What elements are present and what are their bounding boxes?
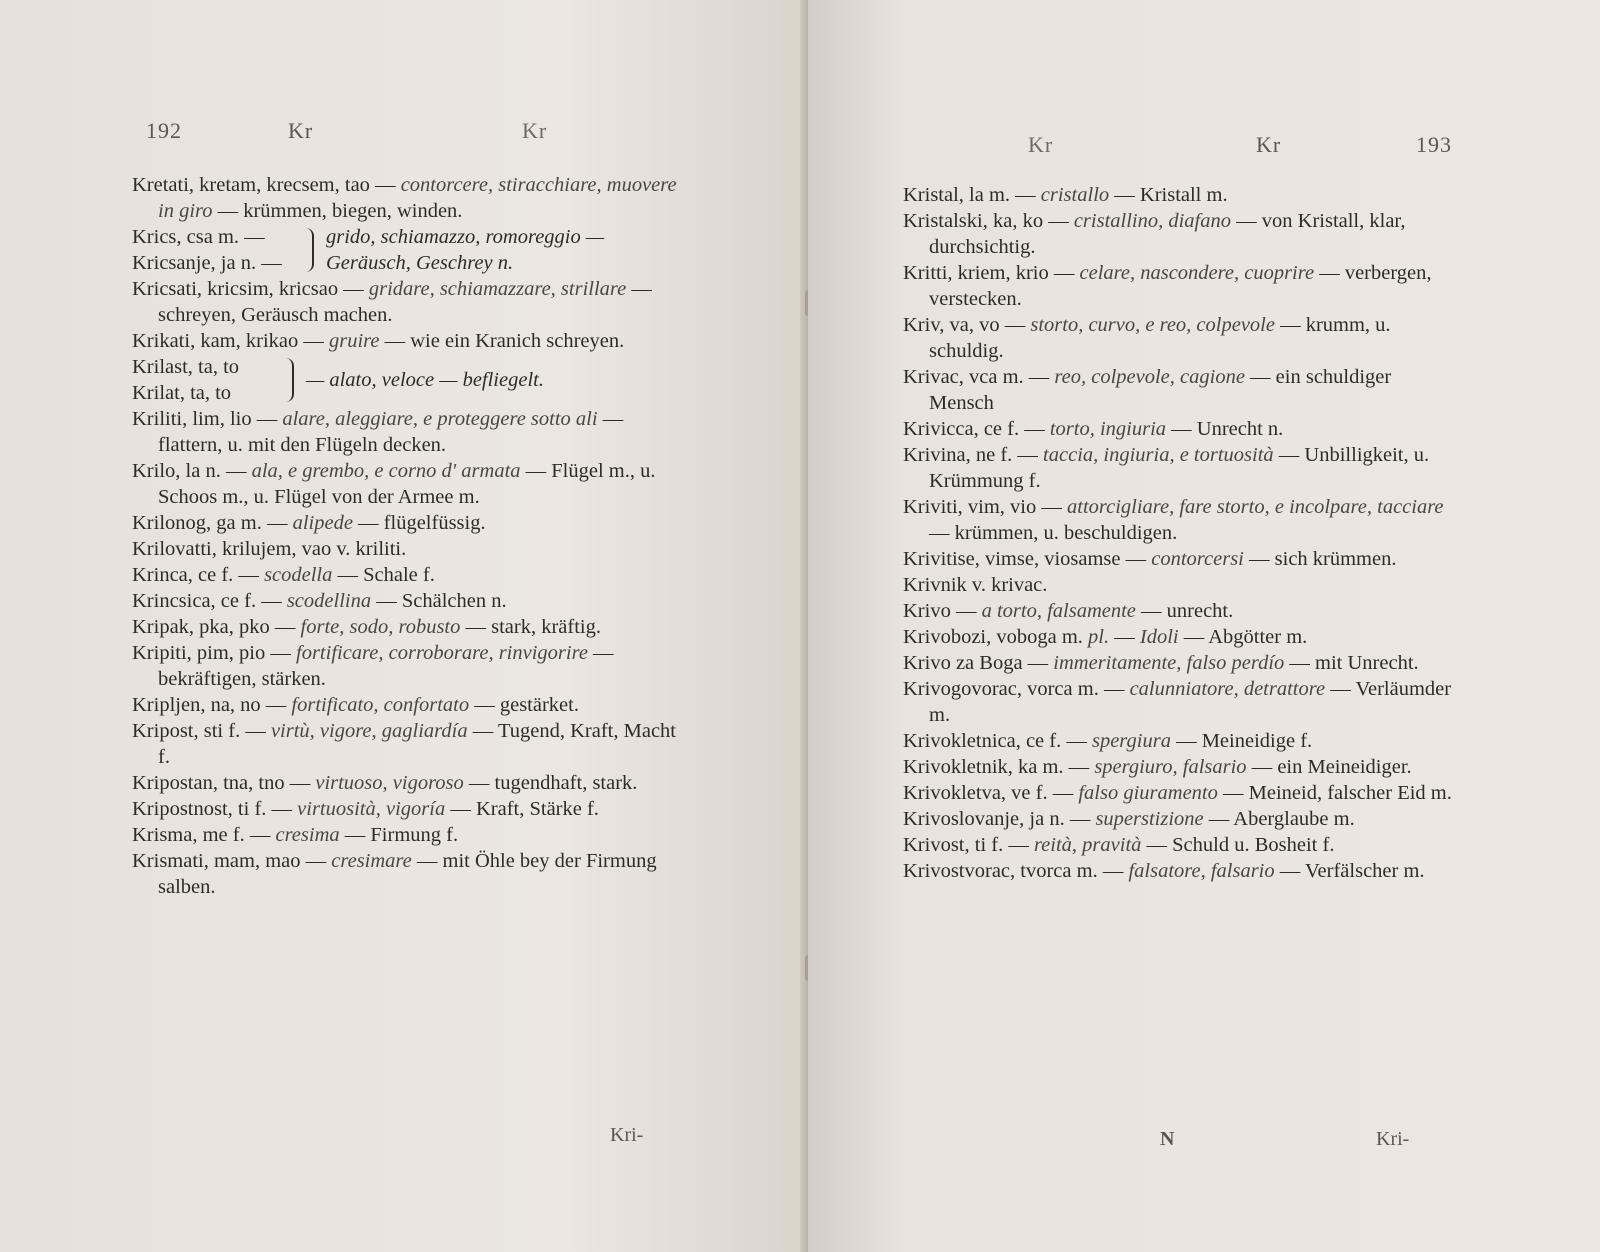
left-entry: Krilonog, ga m. — alipede — flügelfüssig.: [132, 512, 486, 534]
left-entry: Kripljen, na, no — fortificato, confortato — gestärket.: [132, 694, 579, 716]
right-entry: Krivoslovanje, ja n. — superstizione — Aberglaube m.: [903, 808, 1355, 830]
running-head-right-faint: Kr: [1028, 132, 1054, 157]
entry-krics-body: grido, schiamazzo, romoreggio — Geräusch, Geschrey n.: [326, 226, 605, 274]
right-entry: Krivost, ti f. — reità, pravità — Schuld u. Bosheit f.: [903, 834, 1335, 856]
left-entry: Kripostan, tna, tno — virtuoso, vigoroso — tugendhaft, stark.: [132, 772, 638, 794]
right-entry: Krivokletnik, ka m. — spergiuro, falsario — ein Meineidiger.: [903, 756, 1412, 778]
right-entry: Kristalski, ka, ko — cristallino, diafano — von Kristall, klar, durchsichtig.: [903, 210, 1406, 258]
entry-krics-group: [132, 224, 692, 276]
left-entry: Krismati, mam, mao — cresimare — mit Öhle bey der Firmung salben.: [132, 850, 657, 898]
catchword-right: Kri-: [1376, 1128, 1410, 1150]
left-entry: Krincsica, ce f. — scodellina — Schälchen n.: [132, 590, 507, 612]
entry-kricsanje-head: Kricsanje, ja n. —: [132, 252, 282, 274]
right-entry: Kriviti, vim, vio — attorcigliare, fare storto, e incolpare, tacciare — krümmen, u. beschuldigen.: [903, 496, 1444, 544]
right-entry: Kriv, va, vo — storto, curvo, e reo, colpevole — krumm, u. schuldig.: [903, 314, 1391, 362]
right-entry: Krivnik v. krivac.: [903, 574, 1048, 596]
right-entry: Krivogovorac, vorca m. — calunniatore, detrattore — Verläumder m.: [903, 678, 1452, 726]
entry-krics-head: Krics, csa m. —: [132, 226, 265, 248]
right-entry: Krivo za Boga — immeritamente, falso perdío — mit Unrecht.: [903, 652, 1419, 674]
entry-krilat-head: Krilat, ta, to: [132, 382, 232, 404]
left-entry: Kripiti, pim, pio — fortificare, corroborare, rinvigorire — bekräftigen, stärken.: [132, 642, 614, 690]
catchword-left: Kri-: [610, 1124, 644, 1146]
brace: [302, 228, 314, 272]
left-entry: Krilovatti, krilujem, vao v. kriliti.: [132, 538, 407, 560]
page-number-right: 193: [1416, 132, 1452, 157]
left-entry: Kriliti, lim, lio — alare, aleggiare, e proteggere sotto ali — flattern, u. mit den Flügeln decken.: [132, 408, 624, 456]
right-entry: Krivina, ne f. — taccia, ingiuria, e tortuosità — Unbilligkeit, u. Krümmung f.: [903, 444, 1430, 492]
left-entry: Kripak, pka, pko — forte, sodo, robusto — stark, kräftig.: [132, 616, 601, 638]
right-entry: Krivac, vca m. — reo, colpevole, cagione — ein schuldiger Mensch: [903, 366, 1392, 414]
signature-mark: N: [1160, 1128, 1175, 1150]
right-entry: Krivicca, ce f. — torto, ingiuria — Unrecht n.: [903, 418, 1284, 440]
left-entries: [132, 172, 692, 900]
right-entry: Krivobozi, voboga m. pl. — Idoli — Abgötter m.: [903, 626, 1308, 648]
right-entries: [903, 182, 1458, 884]
entry-krilast-body: — alato, veloce — befliegelt.: [306, 369, 544, 391]
brace: [282, 358, 294, 402]
running-head-left-faint: Kr: [522, 118, 548, 143]
running-head-left: Kr: [288, 118, 314, 143]
entry-krilast-group: [132, 354, 692, 406]
right-entry: Krivo — a torto, falsamente — unrecht.: [903, 600, 1234, 622]
left-entry: Kripostnost, ti f. — virtuosità, vigoría — Kraft, Stärke f.: [132, 798, 599, 820]
left-entry: Kripost, sti f. — virtù, vigore, gagliardía — Tugend, Kraft, Macht f.: [132, 720, 676, 768]
left-entry: Kricsati, kricsim, kricsao — gridare, schiamazzare, strillare — schreyen, Geräusch machen.: [132, 278, 652, 326]
running-head-right: Kr: [1256, 132, 1282, 157]
left-entry: Krilo, la n. — ala, e grembo, e corno d' armata — Flügel m., u. Schoos m., u. Flügel von der Armee m.: [132, 460, 656, 508]
left-entry: Krinca, ce f. — scodella — Schale f.: [132, 564, 435, 586]
left-entry: Krisma, me f. — cresima — Firmung f.: [132, 824, 459, 846]
left-entry: Krikati, kam, krikao — gruire — wie ein Kranich schreyen.: [132, 330, 625, 352]
right-entry: Krivokletnica, ce f. — spergiura — Meineidige f.: [903, 730, 1313, 752]
page-number-left: 192: [146, 118, 182, 143]
right-entry: Krivostvorac, tvorca m. — falsatore, falsario — Verfälscher m.: [903, 860, 1425, 882]
entry-kretati: Kretati, kretam, krecsem, tao — contorcere, stiracchiare, muovere in giro — krümmen, biegen, winden.: [132, 174, 677, 222]
right-entry: Krivitise, vimse, viosamse — contorcersi — sich krümmen.: [903, 548, 1397, 570]
right-entry: Krivokletva, ve f. — falso giuramento — Meineid, falscher Eid m.: [903, 782, 1452, 804]
entry-krilast-head: Krilast, ta, to: [132, 356, 240, 378]
right-entry: Kristal, la m. — cristallo — Kristall m.: [903, 184, 1228, 206]
right-entry: Kritti, kriem, krio — celare, nascondere, cuoprire — verbergen, verstecken.: [903, 262, 1432, 310]
right-page: [808, 0, 1600, 1252]
